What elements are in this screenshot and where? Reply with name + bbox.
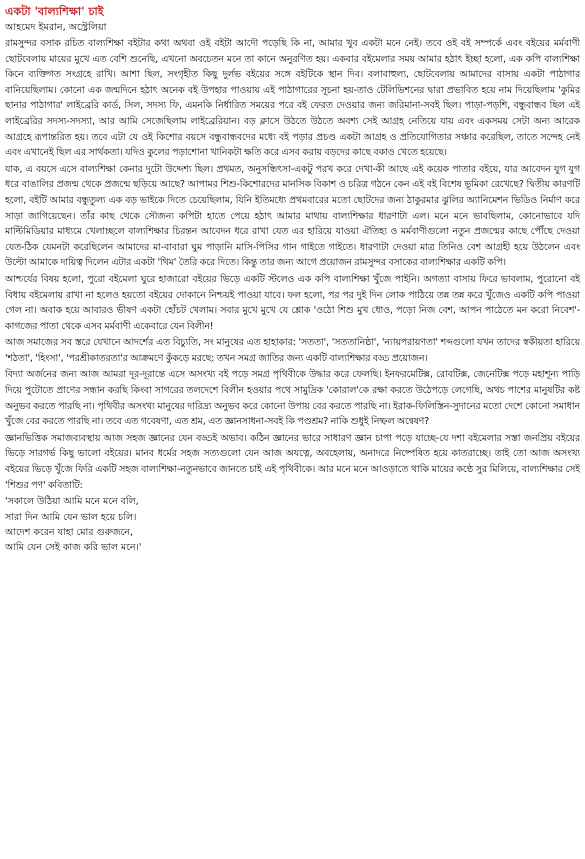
paragraph-1: রামসুন্দর বসাক রচিত বাল্যশিক্ষা বইটার কথা অথবা ওই বইটা আদৌ পড়েছি কি না, আমার খুব একটা মনে নেই। তবে ওই বই সম্পর্কে এবং বইয়ের মর্মবাণী ছোটবেলায় মায়ের মুখে এত বেশি শুনেছি, এখনো অবচেতন মনে তা কানে অনুরণিত হয়। একবার বইমেলার সময় আমার হঠাৎ ইচ্ছা হলো, এক কপি বাল্যশিক্ষা কিনে ব্যক্তিগত সংগ্রহে রাখি। আশা ছিল, সংগৃহীত কিছু দুর্লভ বইয়ের সঙ্গে বইটিকে স্থান দিব। বলাবাহুল্য, ছোটবেলায় আমাদের বাসায় একটা পাঠাগার বানিয়েছিলাম। কোনো এক জন্মদিনে হঠাৎ অনেক বই উপহার পাওয়ায় এই পাঠাগারের সূচনা হয়-তাও টেলিভিশনের দ্বারা প্রভাবিত হয়ে নাম দিয়েছিলাম 'কুমির ছানার পাঠাগার' লাইব্রেরি কার্ড, সিল, সদস্য ফি, এমনকি নির্ধারিত সময়ের পরে বই ফেরত দেওয়ার জন্য জরিমানা-সবই ছিল। পাড়া-পড়শি, বন্ধুবান্ধব ছিল এই লাইব্রেরির সদস্য-সদস্যা, আর আমি সেজেছিলাম লাইব্রেরিয়ান। বড় ক্লাসে উঠতে উঠতে অবশ্য সেই আগ্রহ নেতিয়ে যায় এবং একসময় সেটা অন্য আরেক আগ্রহে রূপান্তরিত হয়। তবে এটা যে ওই কিশোর বয়সে বন্ধুবান্ধবদের মধ্যে বই পড়ার প্রচণ্ড একটা আগ্রহ ও প্রতিযোগিতার সঞ্চার করেছিল, তাতে সন্দেহ নেই এবং এখানেই ছিল এর সার্থকতা। যদিও কুলের পড়াশোনা খানিকটা ক্ষতি করে এসব করায় বড়দের কাছে বকাও খেতে হয়েছে। — [5, 38, 580, 159]
paragraph-6: জ্ঞানভিত্তিক সমাজব্যবস্থায় আজ সহজ জ্ঞানের যেন বড্ডই অভাব। কঠিন জ্ঞানের ভারে সাধারণ জ্ঞান চাপা পড়ে যাচ্ছে-যে দশা বইমেলার সস্তা জনপ্রিয় বইয়ের ভিড়ে সারগর্ভ কিছু ভালো বইয়ের। মানব ধর্মের সহজ সত্যগুলো যেন আজ অযত্নে, অবহেলায়, অনাদরে নিষ্পেষিত হয়ে কাতরাচ্ছে। তাই তো আজ অসংখ্য বইয়ের ভিড়ে খুঁজে ফিরি একটি সহজ বাল্যশিক্ষা-নতুনভাবে জানতে চাই এই পৃথিবীকে। আর মনে মনে আওড়াতে থাকি মায়ের কণ্ঠে সুর মিলিয়ে, বাল্যশিক্ষার সেই 'শিশুর পণ' কবিতাটি: — [5, 432, 580, 491]
paragraph-3: আশ্চর্যের বিষয় হলো, পুরো বইমেলা ঘুরে হাজারো বইয়ের ভিড়ে একটি স্টলেও এক কপি বাল্যশিক্ষা খুঁজে পাইনি। অগত্যা বাসায় ফিরে ভাবলাম, পুরোনো বই বিধায় বইমেলায় রাখা না হলেও হয়তো বইয়ের দোকানে নিশ্চয়ই পাওয়া যাবে। ফল হলো, পর পর দুই দিন লোক পাঠিয়ে তন্ন তন্ন করে খুঁজেও একটি কপি পাওয়া গেল না। অবাক হয়ে আবারও ভীষণ একটা হোঁচট খেলাম। সবার মুখে মুখে যে শ্লোক 'ওঠো শিশু মুখ ধোও, পড়ো নিজ বেশ, আপন পাঠেতে মন করো নিবেশ'-কাগজের পাতা থেকে এসব মর্মবাণী একেবারে যেন বিলীন! — [5, 273, 580, 332]
article-title: একটা 'বাল্যশিক্ষা' চাই — [5, 5, 104, 18]
paragraph-2: যাক, এ বয়সে এসে বাল্যশিক্ষা কেনার দুটো উদ্দেশ্য ছিল। প্রথমত, অনুসন্ধিৎসা-একটু পরখ করে দেখা-কী আছে এই কয়েক পাতার বইয়ে, যার আবেদন যুগ যুগ ধরে বাঙালির প্রজন্ম থেকে প্রজন্মে ছড়িয়ে আছে? আপামর শিশু-কিশোরদের মানসিক বিকাশ ও চরিত্র গঠনে কেন এই বই বিশেষ ভূমিকা রেখেছে? দ্বিতীয় কারণটি হলো, বইটি আমার বন্ধুতুল্য এক বড় ভাইকে দিতে চেয়েছিলাম, যিনি ইতিমধ্যে প্রথমবারের মতো ছোটদের জন্য ঠাকুরমার ঝুলির অ্যানিমেশন ভিডিও নির্মাণ করে সাড়া জাগিয়েছেন। তাঁর কাছ থেকে সৌজন্য কপিটা হাতে পেয়ে হঠাৎ আমার মাথায় বাল্যশিক্ষার ধারণাটা এল। মনে মনে ভাবছিলাম, কোনোভাবে যদি মাল্টিমিডিয়ার মাধ্যমে খেলাচ্ছলে বাল্যশিক্ষার চিরন্তন আবেদন ধরে রাখা যেত এর হারিয়ে যাওয়া ঐতিহ্য ও মর্মবাণীগুলো নতুন প্রজন্মের কাছে পৌঁছে দেওয়া যেত-ঠিক যেমনটা করেছিলেন আমাদের মা-বাবারা ঘুম পাড়ানি মাসি-পিসির গান গাইতে গাইতে। ধারণাটা দেওয়া মাত্র তিনিও বেশ আগ্রহী হয়ে উঠলেন এবং উল্টো আমাকে দায়িত্ব দিলেন এটার একটা 'থিম' তৈরি করে দিতে। কিন্তু তার জন্য আগে প্রয়োজন রামসুন্দর বসাকের বাল্যশিক্ষার একটি কপি। — [5, 163, 580, 269]
article-author: আহমেদ ইমরান, অস্ট্রেলিয়া — [5, 22, 107, 33]
paragraph-4: আজ সমাজের সব স্তরে যেখানে আদর্শের এত বিচ্যুতি, সং মানুষের এত হাহাকার: 'সততা', 'সততানিষ্ঠা', 'ন্যায়পরায়ণতা' শব্দগুলো যখন তাদের স্বকীয়তা হারিয়ে 'শঠতা', 'হিংসা', 'পরশ্রীকাতরতা'র আক্রমণে কুঁকড়ে মরছে: তখন সমগ্র জাতির জন্য একটি বাল্যশিক্ষার বড্ড প্রয়োজন। — [5, 337, 580, 364]
poem-line: আমি যেন সেই কাজ করি ভাল মনে।' — [5, 542, 142, 554]
poem-line: আদেশ করেন যাহা মোর গুরুজনে, — [5, 526, 133, 538]
poem — [5, 494, 580, 555]
paragraph-5: বিদ্যা অর্জনের জন্য আজ আমরা দূর-দূরান্তে এসে অসংখ্য বই পড়ে সমগ্র পৃথিবীকে উদ্ধার করে ফেলছি। ইনফরমেটিক্স, রোবটিক্স, জেনেটিক্স পড়ে মহাশূন্য পাড়ি দিয়ে পুটোতে প্রাণের সন্ধান করছি কিংবা সাগরের তলদেশে বিলীন হওয়ার পথে সামুদ্রিক 'কোরাল'কে রক্ষা করতে উঠেপড়ে লেগেছি, অথচ পাশের মানুষটির কষ্ট অনুভব করতে পারছি না। পৃথিবীর অসংখ্য মানুষের দারিদ্র্য অনুভব করে কোনো উপায় বের করতে পারছি না। ইরাক-ফিলিস্তিন-সুদানের মতো দেশে কোনো সমাধান খুঁজে বের করতে পারছি না। তবে এত গবেষণা, এত শ্রম, এত জ্ঞানসাধনা-সবই কি পণ্ডশ্রম? নাকি শুধুই নিষ্ফল অন্বেষণ? — [5, 369, 580, 428]
poem-line: 'সকালে উঠিয়া আমি মনে মনে বলি, — [5, 496, 139, 508]
poem-line: সারা দিন আমি যেন ভাল হয়ে চলি। — [5, 511, 137, 523]
